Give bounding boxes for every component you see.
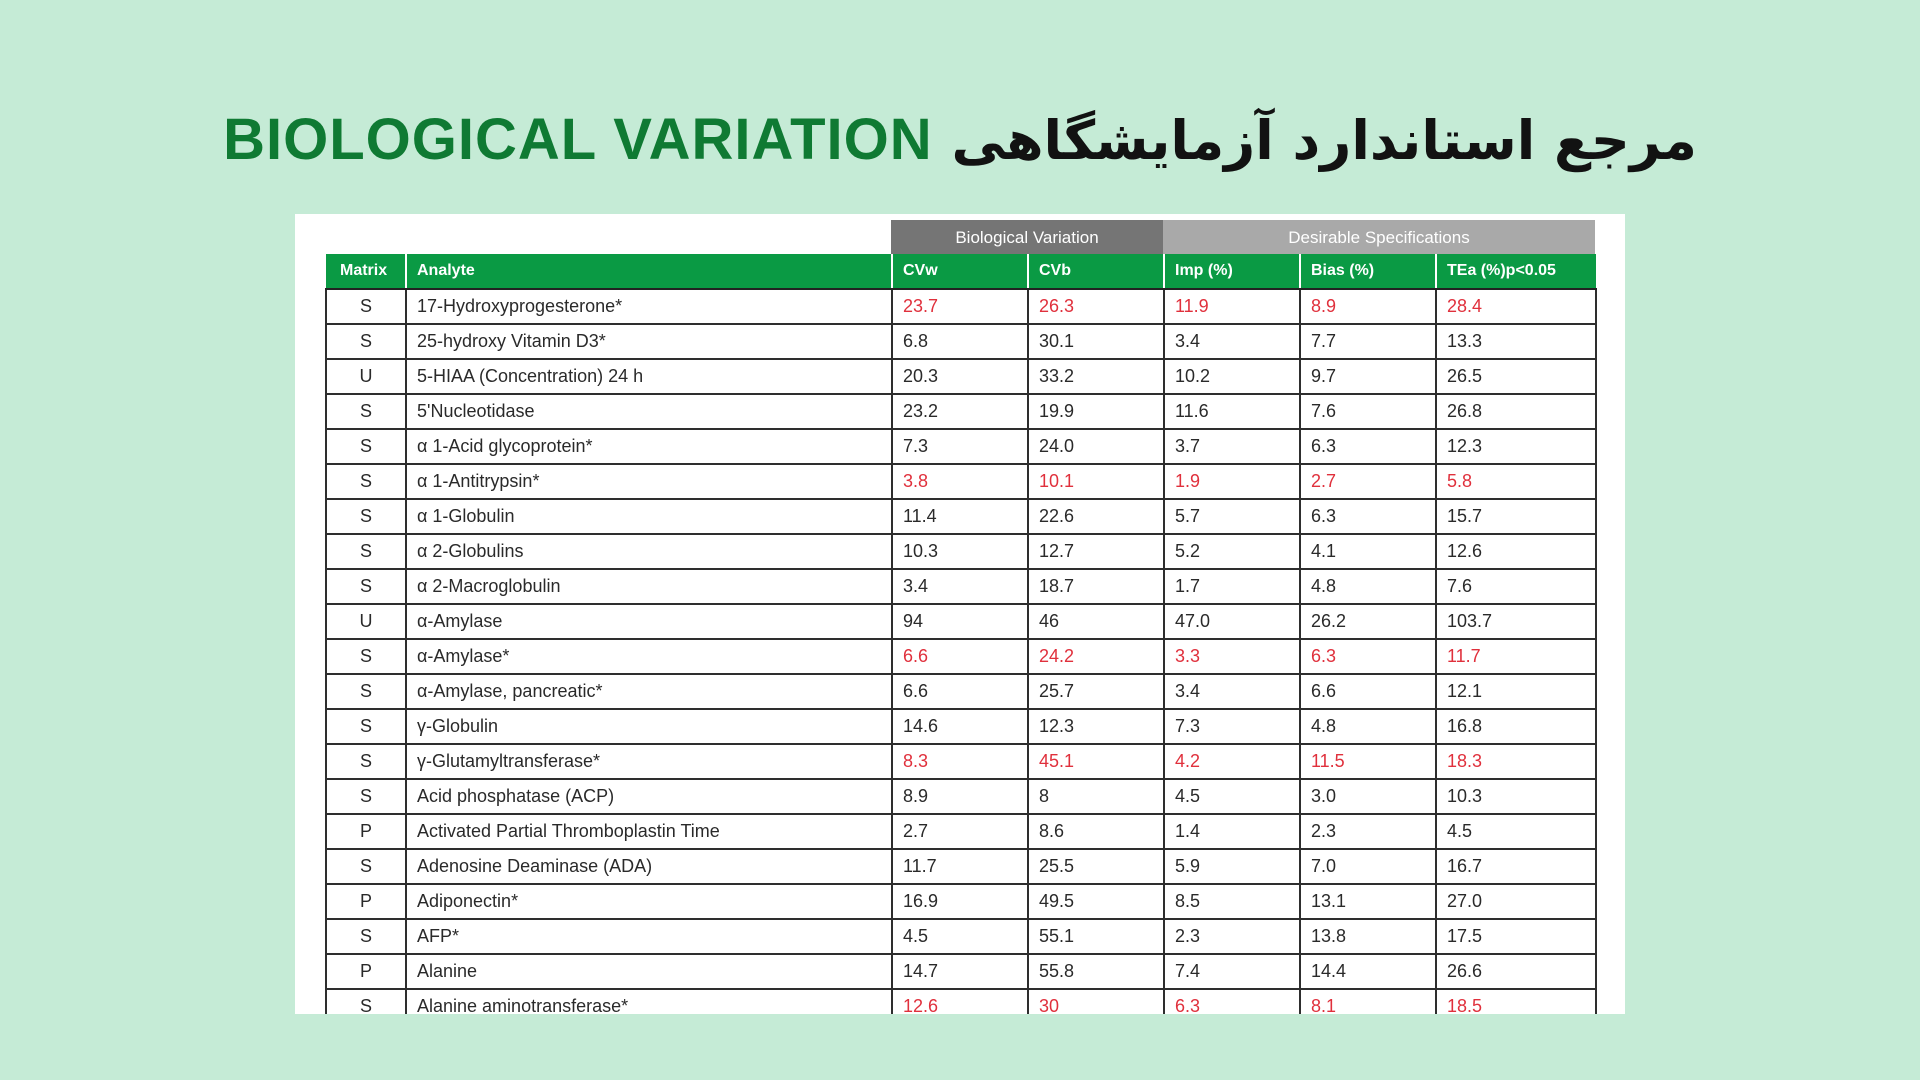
cell-imp: 5.7	[1164, 499, 1300, 534]
table-row	[326, 884, 1596, 919]
cell-matrix: S	[326, 849, 406, 884]
cell-cvb: 46	[1028, 604, 1164, 639]
cell-matrix: P	[326, 884, 406, 919]
cell-bias: 14.4	[1300, 954, 1436, 989]
cell-bias: 6.3	[1300, 429, 1436, 464]
table-header-row	[326, 254, 1596, 289]
cell-matrix: S	[326, 289, 406, 324]
header-tea: TEa (%)p<0.05	[1436, 254, 1596, 289]
table-row	[326, 919, 1596, 954]
header-cvw: CVw	[892, 254, 1028, 289]
cell-bias: 13.8	[1300, 919, 1436, 954]
cell-cvb: 25.5	[1028, 849, 1164, 884]
cell-analyte: 5-HIAA (Concentration) 24 h	[406, 359, 892, 394]
cell-cvb: 45.1	[1028, 744, 1164, 779]
cell-imp: 11.9	[1164, 289, 1300, 324]
cell-imp: 4.5	[1164, 779, 1300, 814]
cell-analyte: Alanine aminotransferase*	[406, 989, 892, 1014]
table-row	[326, 499, 1596, 534]
group-desirable-specifications: Desirable Specifications	[1163, 220, 1595, 254]
cell-analyte: α 1-Globulin	[406, 499, 892, 534]
cell-tea: 26.6	[1436, 954, 1596, 989]
cell-imp: 6.3	[1164, 989, 1300, 1014]
table-row	[326, 464, 1596, 499]
cell-matrix: S	[326, 744, 406, 779]
cell-imp: 7.4	[1164, 954, 1300, 989]
cell-cvb: 26.3	[1028, 289, 1164, 324]
table-row	[326, 989, 1596, 1014]
cell-tea: 16.7	[1436, 849, 1596, 884]
cell-imp: 1.9	[1164, 464, 1300, 499]
cell-matrix: S	[326, 989, 406, 1014]
cell-cvw: 94	[892, 604, 1028, 639]
cell-tea: 26.8	[1436, 394, 1596, 429]
cell-bias: 26.2	[1300, 604, 1436, 639]
table-row	[326, 779, 1596, 814]
cell-matrix: S	[326, 779, 406, 814]
cell-bias: 2.7	[1300, 464, 1436, 499]
cell-matrix: P	[326, 814, 406, 849]
cell-tea: 12.1	[1436, 674, 1596, 709]
cell-tea: 27.0	[1436, 884, 1596, 919]
cell-cvb: 33.2	[1028, 359, 1164, 394]
cell-cvb: 8	[1028, 779, 1164, 814]
table-row	[326, 954, 1596, 989]
table-body	[326, 289, 1596, 1014]
table-row	[326, 429, 1596, 464]
table-row	[326, 289, 1596, 324]
cell-cvb: 19.9	[1028, 394, 1164, 429]
cell-tea: 13.3	[1436, 324, 1596, 359]
cell-matrix: U	[326, 359, 406, 394]
table-row	[326, 394, 1596, 429]
cell-cvw: 10.3	[892, 534, 1028, 569]
cell-imp: 1.4	[1164, 814, 1300, 849]
cell-cvw: 3.8	[892, 464, 1028, 499]
cell-imp: 3.3	[1164, 639, 1300, 674]
cell-bias: 6.3	[1300, 499, 1436, 534]
cell-imp: 1.7	[1164, 569, 1300, 604]
cell-analyte: α 1-Antitrypsin*	[406, 464, 892, 499]
cell-bias: 11.5	[1300, 744, 1436, 779]
cell-cvb: 49.5	[1028, 884, 1164, 919]
cell-imp: 3.4	[1164, 674, 1300, 709]
table-row	[326, 359, 1596, 394]
table-row	[326, 604, 1596, 639]
cell-analyte: α-Amylase*	[406, 639, 892, 674]
cell-bias: 8.1	[1300, 989, 1436, 1014]
cell-imp: 10.2	[1164, 359, 1300, 394]
cell-imp: 3.4	[1164, 324, 1300, 359]
cell-cvb: 30.1	[1028, 324, 1164, 359]
table-panel	[295, 214, 1625, 1014]
cell-analyte: Adiponectin*	[406, 884, 892, 919]
cell-analyte: Alanine	[406, 954, 892, 989]
cell-imp: 5.9	[1164, 849, 1300, 884]
cell-matrix: S	[326, 394, 406, 429]
cell-cvw: 14.7	[892, 954, 1028, 989]
page-title	[0, 104, 1920, 177]
cell-analyte: 5'Nucleotidase	[406, 394, 892, 429]
cell-imp: 4.2	[1164, 744, 1300, 779]
biological-variation-table	[325, 254, 1597, 1014]
cell-cvb: 18.7	[1028, 569, 1164, 604]
cell-cvw: 6.8	[892, 324, 1028, 359]
cell-imp: 5.2	[1164, 534, 1300, 569]
page-title-english: BIOLOGICAL VARIATION	[223, 107, 933, 172]
cell-cvb: 12.7	[1028, 534, 1164, 569]
cell-cvw: 16.9	[892, 884, 1028, 919]
cell-analyte: α 1-Acid glycoprotein*	[406, 429, 892, 464]
cell-matrix: S	[326, 429, 406, 464]
cell-imp: 8.5	[1164, 884, 1300, 919]
cell-cvb: 55.1	[1028, 919, 1164, 954]
cell-tea: 28.4	[1436, 289, 1596, 324]
cell-bias: 4.1	[1300, 534, 1436, 569]
cell-cvb: 24.0	[1028, 429, 1164, 464]
cell-tea: 7.6	[1436, 569, 1596, 604]
cell-cvb: 30	[1028, 989, 1164, 1014]
cell-cvb: 8.6	[1028, 814, 1164, 849]
cell-matrix: S	[326, 499, 406, 534]
cell-matrix: S	[326, 709, 406, 744]
cell-imp: 2.3	[1164, 919, 1300, 954]
cell-tea: 5.8	[1436, 464, 1596, 499]
cell-tea: 12.6	[1436, 534, 1596, 569]
cell-analyte: α-Amylase	[406, 604, 892, 639]
cell-matrix: S	[326, 569, 406, 604]
header-matrix: Matrix	[326, 254, 406, 289]
cell-bias: 9.7	[1300, 359, 1436, 394]
cell-imp: 47.0	[1164, 604, 1300, 639]
cell-cvw: 12.6	[892, 989, 1028, 1014]
cell-bias: 6.3	[1300, 639, 1436, 674]
cell-tea: 11.7	[1436, 639, 1596, 674]
cell-matrix: S	[326, 534, 406, 569]
cell-cvw: 4.5	[892, 919, 1028, 954]
cell-bias: 4.8	[1300, 569, 1436, 604]
table-row	[326, 569, 1596, 604]
cell-cvw: 11.4	[892, 499, 1028, 534]
table-row	[326, 639, 1596, 674]
table-row	[326, 814, 1596, 849]
cell-cvb: 55.8	[1028, 954, 1164, 989]
cell-cvb: 24.2	[1028, 639, 1164, 674]
cell-matrix: S	[326, 919, 406, 954]
cell-tea: 18.5	[1436, 989, 1596, 1014]
cell-analyte: α 2-Globulins	[406, 534, 892, 569]
cell-tea: 10.3	[1436, 779, 1596, 814]
cell-tea: 26.5	[1436, 359, 1596, 394]
header-imp: Imp (%)	[1164, 254, 1300, 289]
cell-matrix: S	[326, 639, 406, 674]
cell-analyte: AFP*	[406, 919, 892, 954]
cell-tea: 16.8	[1436, 709, 1596, 744]
cell-tea: 17.5	[1436, 919, 1596, 954]
cell-cvw: 23.7	[892, 289, 1028, 324]
page-title-persian: مرجع استاندارد آزمایشگاهی	[951, 109, 1697, 172]
cell-bias: 4.8	[1300, 709, 1436, 744]
cell-analyte: γ-Glutamyltransferase*	[406, 744, 892, 779]
cell-tea: 18.3	[1436, 744, 1596, 779]
table-row	[326, 674, 1596, 709]
cell-matrix: S	[326, 464, 406, 499]
cell-analyte: Activated Partial Thromboplastin Time	[406, 814, 892, 849]
cell-analyte: α-Amylase, pancreatic*	[406, 674, 892, 709]
cell-matrix: P	[326, 954, 406, 989]
cell-analyte: α 2-Macroglobulin	[406, 569, 892, 604]
cell-tea: 12.3	[1436, 429, 1596, 464]
cell-tea: 4.5	[1436, 814, 1596, 849]
table-row	[326, 709, 1596, 744]
table-row	[326, 534, 1596, 569]
cell-cvw: 20.3	[892, 359, 1028, 394]
cell-analyte: 25-hydroxy Vitamin D3*	[406, 324, 892, 359]
cell-cvb: 10.1	[1028, 464, 1164, 499]
cell-cvw: 2.7	[892, 814, 1028, 849]
cell-matrix: S	[326, 674, 406, 709]
cell-bias: 7.6	[1300, 394, 1436, 429]
cell-imp: 7.3	[1164, 709, 1300, 744]
cell-imp: 11.6	[1164, 394, 1300, 429]
cell-cvw: 6.6	[892, 674, 1028, 709]
cell-bias: 13.1	[1300, 884, 1436, 919]
column-group-header	[891, 220, 1595, 254]
cell-cvw: 23.2	[892, 394, 1028, 429]
cell-cvw: 3.4	[892, 569, 1028, 604]
header-cvb: CVb	[1028, 254, 1164, 289]
cell-cvw: 8.3	[892, 744, 1028, 779]
cell-cvb: 12.3	[1028, 709, 1164, 744]
cell-analyte: 17-Hydroxyprogesterone*	[406, 289, 892, 324]
cell-cvb: 25.7	[1028, 674, 1164, 709]
cell-bias: 7.0	[1300, 849, 1436, 884]
cell-cvw: 11.7	[892, 849, 1028, 884]
cell-cvw: 14.6	[892, 709, 1028, 744]
group-biological-variation: Biological Variation	[891, 220, 1163, 254]
cell-cvw: 8.9	[892, 779, 1028, 814]
table-row	[326, 849, 1596, 884]
cell-tea: 103.7	[1436, 604, 1596, 639]
cell-imp: 3.7	[1164, 429, 1300, 464]
cell-cvw: 7.3	[892, 429, 1028, 464]
cell-bias: 8.9	[1300, 289, 1436, 324]
cell-analyte: γ-Globulin	[406, 709, 892, 744]
cell-analyte: Adenosine Deaminase (ADA)	[406, 849, 892, 884]
cell-tea: 15.7	[1436, 499, 1596, 534]
table-row	[326, 324, 1596, 359]
cell-bias: 2.3	[1300, 814, 1436, 849]
cell-bias: 6.6	[1300, 674, 1436, 709]
cell-bias: 7.7	[1300, 324, 1436, 359]
header-analyte: Analyte	[406, 254, 892, 289]
cell-matrix: S	[326, 324, 406, 359]
header-bias: Bias (%)	[1300, 254, 1436, 289]
cell-bias: 3.0	[1300, 779, 1436, 814]
cell-cvw: 6.6	[892, 639, 1028, 674]
cell-analyte: Acid phosphatase (ACP)	[406, 779, 892, 814]
table-row	[326, 744, 1596, 779]
cell-matrix: U	[326, 604, 406, 639]
cell-cvb: 22.6	[1028, 499, 1164, 534]
